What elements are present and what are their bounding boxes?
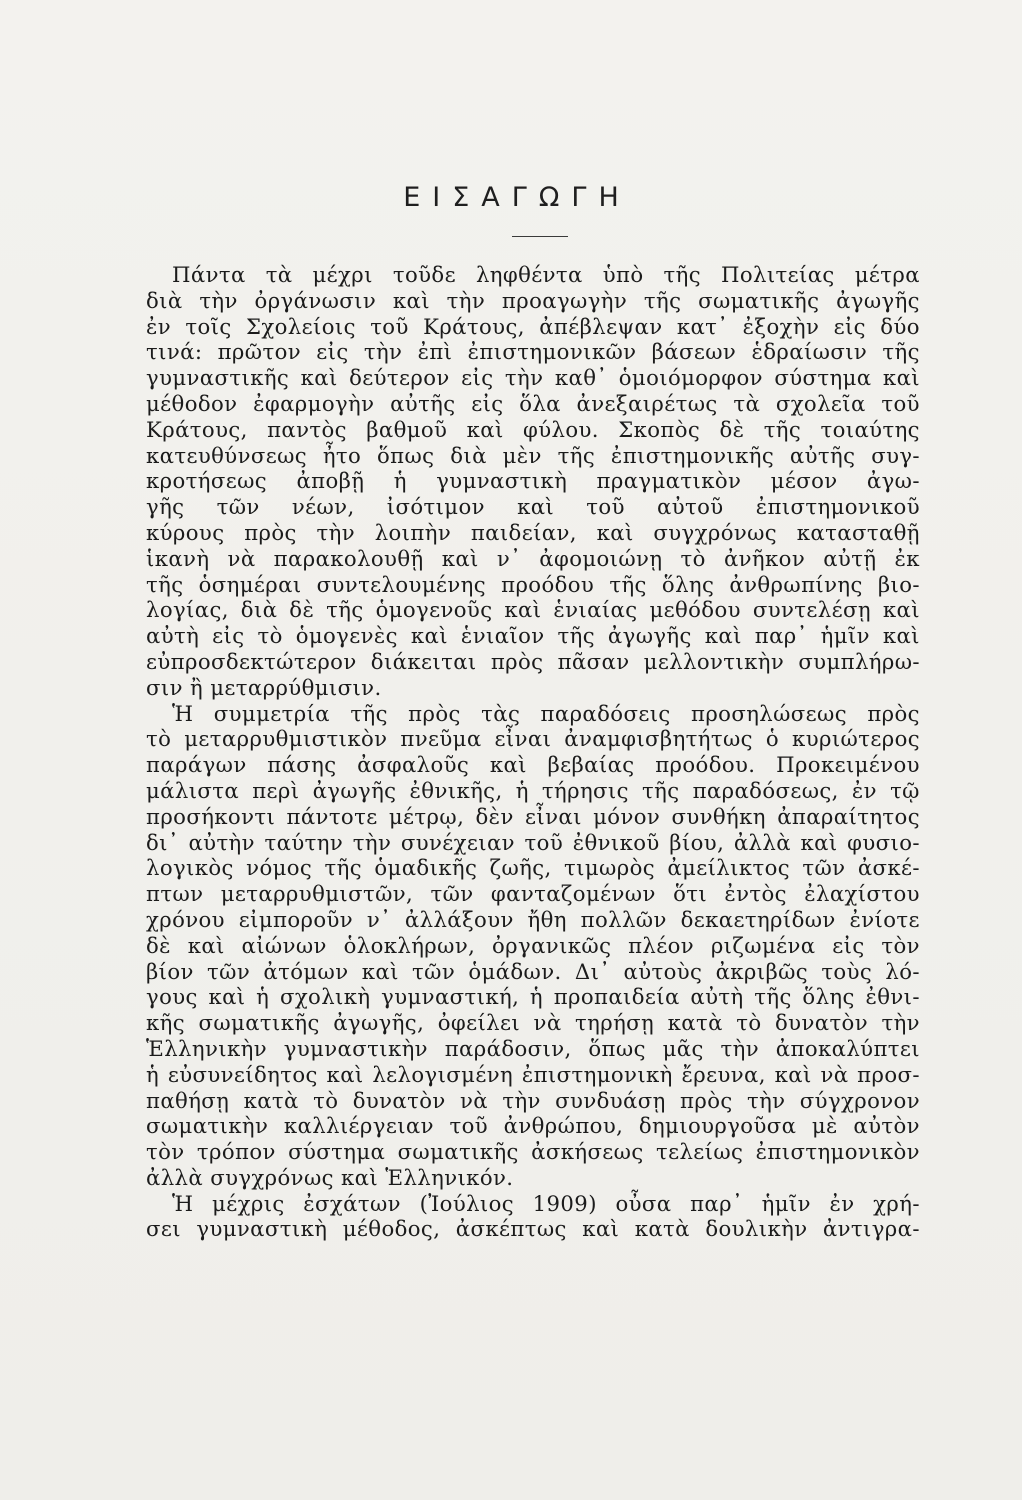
text-line: μάλιστα περὶ ἀγωγῆς ἐθνικῆς, ἡ τήρησις τῆς παραδόσεως, ἐν τῷ — [146, 777, 920, 803]
text-line: τῆς ὁσημέραι συντελουμένης προόδου τῆς ὅλης ἀνθρωπίνης βιο- — [146, 571, 920, 597]
text-line: παθήσῃ κατὰ τὸ δυνατὸν νὰ τὴν συνδυάσῃ πρὸς τὴν σύγχρονον — [146, 1087, 920, 1113]
text-line: μέθοδον ἐφαρμογὴν αὐτῆς εἰς ὅλα ἀνεξαιρέτως τὰ σχολεῖα τοῦ — [146, 390, 920, 416]
text-line: δὲ καὶ αἰώνων ὁλοκλήρων, ὀργανικῶς πλέον ριζωμένα εἰς τὸν — [146, 932, 920, 958]
text-line: Πάντα τὰ μέχρι τοῦδε ληφθέντα ὑπὸ τῆς Πολιτείας μέτρα — [172, 262, 920, 287]
text-line: σει γυμναστικὴ μέθοδος, ἀσκέπτως καὶ κατὰ δουλικὴν ἀντιγρα- — [146, 1216, 920, 1242]
text-line: τινά: πρῶτον εἰς τὴν ἐπὶ ἐπιστημονικῶν βάσεων ἑδραίωσιν τῆς — [146, 339, 920, 365]
text-line: λογικὸς νόμος τῆς ὁμαδικῆς ζωῆς, τιμωρὸς ἀμείλικτος τῶν ἀσκέ- — [146, 855, 920, 881]
text-line: διὰ τὴν ὀργάνωσιν καὶ τὴν προαγωγὴν τῆς σωματικῆς ἀγωγῆς — [146, 287, 920, 313]
text-line: εὐπροσδεκτώτερον διάκειται πρὸς πᾶσαν μελλοντικὴν συμπλήρω- — [146, 648, 920, 674]
text-line: χρόνου εἰμπορoῦν ν᾽ ἀλλάξουν ἤθη πολλῶν δεκαετηρίδων ἐνίοτε — [146, 906, 920, 932]
text-line: αὐτὴ εἰς τὸ ὁμογενὲς καὶ ἑνιαῖον τῆς ἀγωγῆς καὶ παρ᾽ ἡμῖν καὶ — [146, 623, 920, 649]
text-line: τὸν τρόπον σύστημα σωματικῆς ἀσκήσεως τελείως ἐπιστημονικὸν — [146, 1139, 920, 1165]
text-line: ἱκανὴ νὰ παρακολουθῇ καὶ ν᾽ ἀφομοιώνῃ τὸ ἀνῆκον αὐτῇ ἐκ — [146, 545, 920, 571]
text-line: Ἑλληνικὴν γυμναστικὴν παράδοσιν, ὅπως μᾶς τὴν ἀποκαλύπτει — [146, 1035, 920, 1061]
text-line: τὸ μεταρρυθμιστικὸν πνεῦμα εἶναι ἀναμφισβητήτως ὁ κυριώτερος — [146, 726, 920, 752]
text-line: πτων μεταρρυθμιστῶν, τῶν φανταζομένων ὅτι ἐντὸς ἐλαχίστου — [146, 881, 920, 907]
text-line: γῆς τῶν νέων, ἰσότιμον καὶ τοῦ αὐτοῦ ἐπιστημονικοῦ — [146, 494, 920, 520]
text-line: Ἡ μέχρις ἐσχάτων (Ἰούλιος 1909) οὖσα παρ᾽ ἡμῖν ἐν χρή- — [172, 1190, 920, 1216]
text-line: γους καὶ ἡ σχολικὴ γυμναστική, ἡ προπαιδεία αὐτὴ τῆς ὅλης ἐθνι- — [146, 984, 920, 1010]
text-line: λογίας, διὰ δὲ τῆς ὁμογενοῦς καὶ ἑνιαίας μεθόδου συντελέσῃ καὶ — [146, 597, 920, 623]
text-line: κροτήσεως ἀποβῇ ἡ γυμναστικὴ πραγματικὸν μέσον ἀγω- — [146, 468, 920, 494]
body-text — [146, 262, 920, 1242]
text-line: σωματικὴν καλλιέργειαν τοῦ ἀνθρώπου, δημιουργοῦσα μὲ αὐτὸν — [146, 1113, 920, 1139]
text-line: κατευθύνσεως ἦτο ὅπως διὰ μὲν τῆς ἐπιστημονικῆς αὐτῆς συγ- — [146, 442, 920, 468]
page-title: ΕΙΣΑΓΩΓΗ — [403, 182, 631, 213]
text-line: κῆς σωματικῆς ἀγωγῆς, ὀφείλει νὰ τηρήσῃ κατὰ τὸ δυνατὸν τὴν — [146, 1010, 920, 1036]
text-line: Ἡ συμμετρία τῆς πρὸς τὰς παραδόσεις προσηλώσεως πρὸς — [172, 700, 920, 726]
text-line: Κράτους, παντὸς βαθμοῦ καὶ φύλου. Σκοπὸς δὲ τῆς τοιαύτης — [146, 416, 920, 442]
text-line: προσήκοντι πάντοτε μέτρῳ, δὲν εἶναι μόνον συνθήκη ἀπαραίτητος — [146, 803, 920, 829]
text-line: δι᾽ αὐτὴν ταύτην τὴν συνέχειαν τοῦ ἐθνικοῦ βίου, ἀλλὰ καὶ φυσιο- — [146, 829, 920, 855]
title-divider — [512, 236, 568, 237]
text-line: γυμναστικῆς καὶ δεύτερον εἰς τὴν καθ᾽ ὁμοιόμορφον σύστημα καὶ — [146, 365, 920, 391]
text-line: ἀλλὰ συγχρόνως καὶ Ἑλληνικόν. — [146, 1164, 514, 1190]
text-line: σιν ἢ μεταρρύθμισιν. — [146, 674, 382, 700]
text-line: ἡ εὐσυνείδητος καὶ λελογισμένη ἐπιστημονικὴ ἔρευνα, καὶ νὰ προσ- — [146, 1061, 920, 1087]
text-line: κύρους πρὸς τὴν λοιπὴν παιδείαν, καὶ συγχρόνως κατασταθῇ — [146, 519, 920, 545]
text-line: ἐν τοῖς Σχολείοις τοῦ Κράτους, ἀπέβλεψαν κατ᾽ ἐξοχὴν εἰς δύο — [146, 313, 920, 339]
text-line: βίον τῶν ἀτόμων καὶ τῶν ὁμάδων. Δι᾽ αὐτοὺς ἀκριβῶς τοὺς λό- — [146, 958, 920, 984]
text-line: παράγων πάσης ἀσφαλοῦς καὶ βεβαίας προόδου. Προκειμένου — [146, 752, 920, 778]
